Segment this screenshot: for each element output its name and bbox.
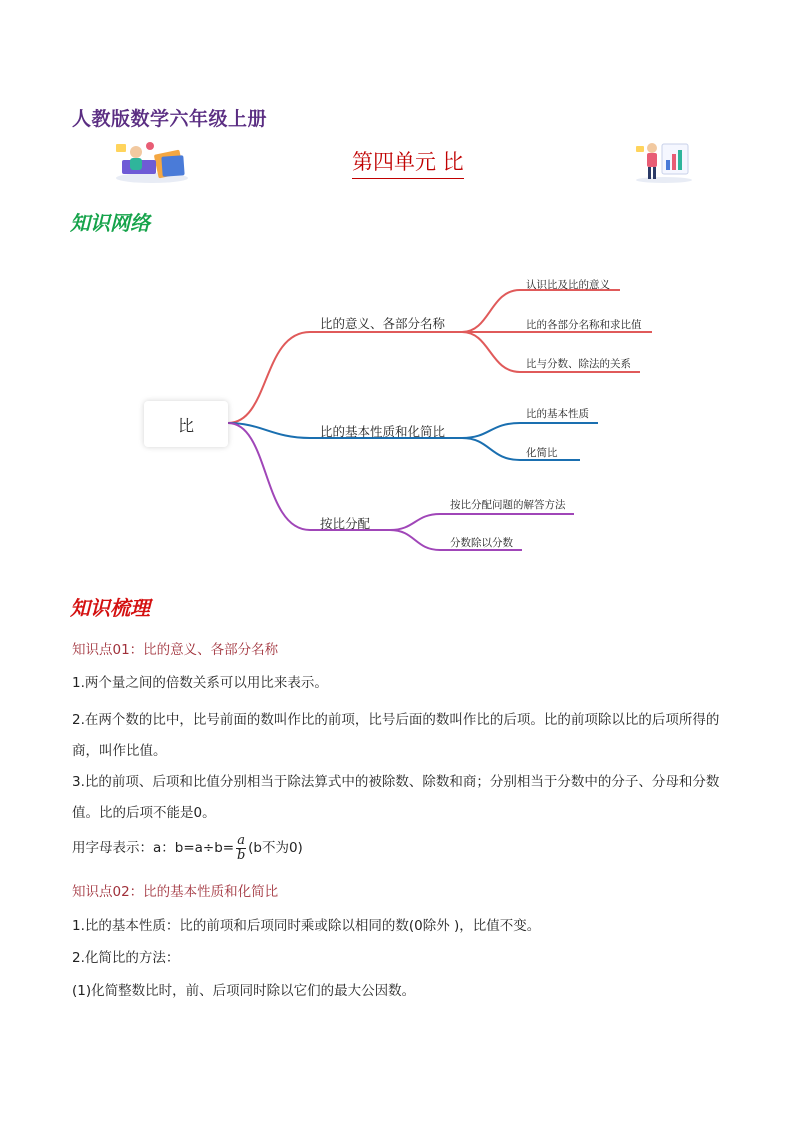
book-title: 人教版数学六年级上册	[72, 108, 268, 130]
kp2-paragraph-3: (1)化简整数比时，前、后项同时除以它们的最大公因数。	[72, 983, 416, 999]
unit-title: 第四单元 比	[352, 146, 464, 179]
mindmap-leaf-1-1: 认识比及比的意义	[526, 279, 610, 291]
mindmap-leaf-3-1: 按比分配问题的解答方法	[450, 499, 566, 511]
kp1-paragraph-1: 1.两个量之间的倍数关系可以用比来表示。	[72, 675, 328, 691]
formula-fraction	[236, 834, 246, 863]
kp1-formula	[72, 832, 732, 864]
mindmap-connectors	[0, 260, 794, 580]
mindmap-root-label: 比	[177, 415, 194, 435]
mindmap-leaf-2-2: 化简比	[526, 447, 558, 459]
formula-prefix: 用字母表示：a：b=a÷b=	[72, 840, 235, 856]
kp2-paragraph-2: 2.化简比的方法：	[72, 950, 180, 966]
kp2-paragraph-1: 1.比的基本性质：比的前项和后项同时乘或除以相同的数(0除外 )，比值不变。	[72, 918, 541, 934]
formula-suffix: (b不为0)	[248, 840, 303, 856]
knowledge-point-1-title: 知识点01：比的意义、各部分名称	[72, 642, 279, 658]
mindmap-leaf-2-1: 比的基本性质	[526, 408, 589, 420]
mindmap-branch-3: 按比分配	[320, 516, 371, 531]
mindmap-leaf-1-3: 比与分数、除法的关系	[526, 358, 631, 370]
section-heading-sorting: 知识梳理	[70, 596, 150, 620]
study-illustration-left	[112, 138, 190, 184]
section-heading-network: 知识网络	[70, 211, 150, 235]
presentation-illustration-right	[632, 138, 694, 184]
knowledge-point-2-title: 知识点02：比的基本性质和化简比	[72, 884, 279, 900]
kp1-paragraph-2: 2.在两个数的比中，比号前面的数叫作比的前项，比号后面的数叫作比的后项。比的前项除以比的后项所得的商，叫作比值。	[72, 712, 720, 759]
mindmap-branch-1: 比的意义、各部分名称	[320, 316, 446, 331]
kp1-paragraph-3: 3.比的前项、后项和比值分别相当于除法算式中的被除数、除数和商；分别相当于分数中的分子、分母和分数值。比的后项不能是0。	[72, 774, 720, 821]
mindmap-branch-2: 比的基本性质和化简比	[320, 424, 446, 439]
formula-numerator: a	[237, 832, 245, 848]
mindmap-leaf-1-2: 比的各部分名称和求比值	[526, 319, 642, 331]
formula-denominator: b	[236, 847, 246, 863]
mindmap-root-node	[144, 401, 228, 447]
mindmap-leaf-3-2: 分数除以分数	[450, 537, 513, 549]
